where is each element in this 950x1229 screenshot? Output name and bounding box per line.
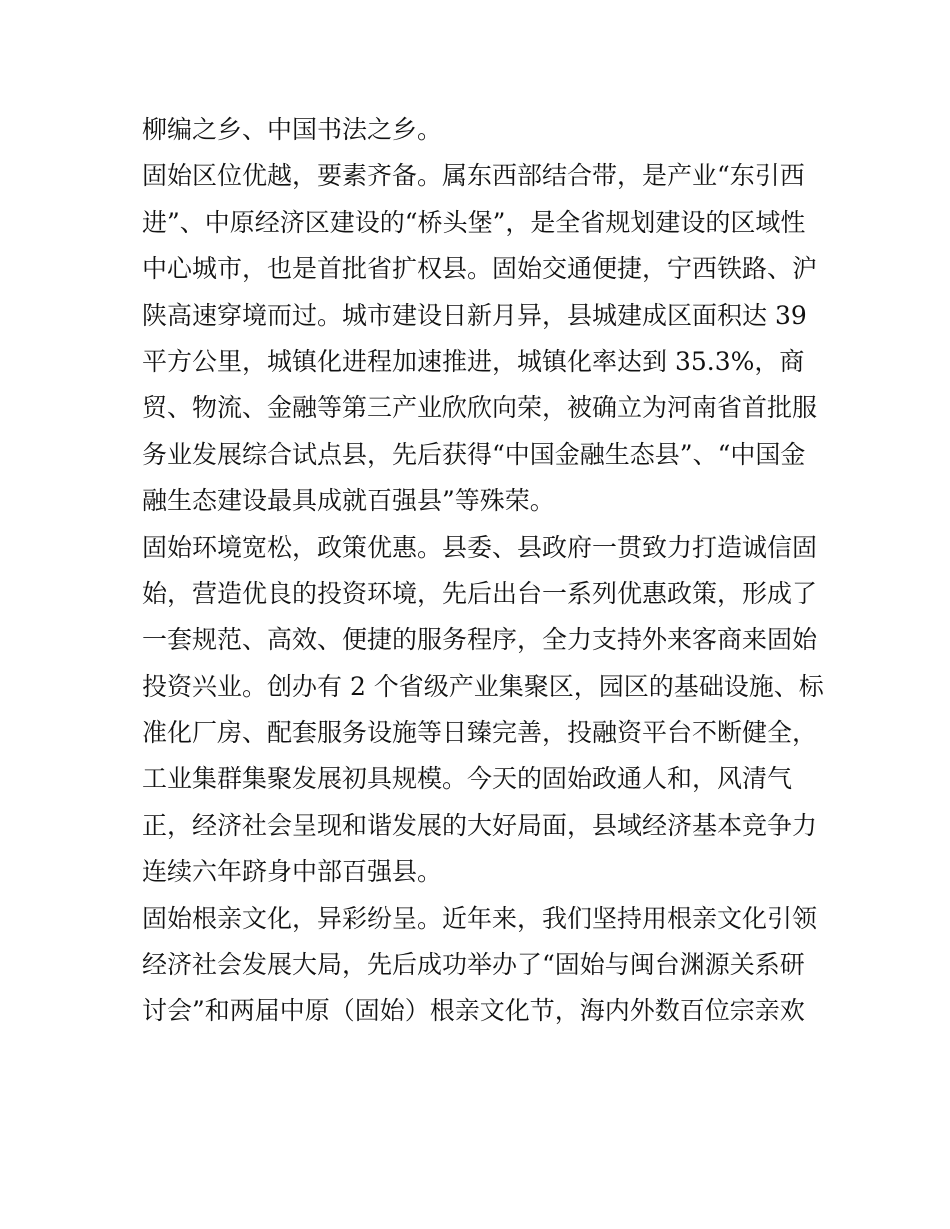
text-line: 准化厂房、配套服务设施等日臻完善，投融资平台不断健全，	[142, 718, 818, 748]
text-line: 务业发展综合试点县，先后获得“中国金融生态县”、“中国金	[142, 439, 806, 469]
text-line: 正，经济社会呈现和谐发展的大好局面，县域经济基本竞争力	[142, 810, 818, 840]
text-line: 固始环境宽松，政策优惠。县委、县政府一贯致力打造诚信固	[142, 532, 818, 562]
document-body	[142, 107, 824, 1035]
text-line: 进”、中原经济区建设的“桥头堡”，是全省规划建设的区域性	[142, 207, 806, 237]
text-line: 平方公里，城镇化进程加速推进，城镇化率达到 35.3%，商	[142, 346, 805, 376]
text-line: 工业集群集聚发展初具规模。今天的固始政通人和，风清气	[142, 764, 793, 794]
text-line: 固始区位优越，要素齐备。属东西部结合带，是产业“东引西	[142, 161, 805, 191]
text-line: 连续六年跻身中部百强县。	[142, 857, 443, 887]
text-line: 贸、物流、金融等第三产业欣欣向荣，被确立为河南省首批服	[142, 393, 818, 423]
text-line: 陕高速穿境而过。城市建设日新月异，县城建成区面积达 39	[142, 300, 807, 330]
text-line: 中心城市，也是首批省扩权县。固始交通便捷，宁西铁路、沪	[142, 254, 818, 284]
text-line: 经济社会发展大局，先后成功举办了“固始与闽台渊源关系研	[142, 950, 805, 980]
text-line: 融生态建设最具成就百强县”等殊荣。	[142, 486, 555, 516]
text-line: 柳编之乡、中国书法之乡。	[142, 115, 443, 144]
text-line: 投资兴业。创办有 2 个省级产业集聚区，园区的基础设施、标	[142, 671, 824, 701]
text-line: 固始根亲文化，异彩纷呈。近年来，我们坚持用根亲文化引领	[142, 903, 818, 933]
text-line: 一套规范、高效、便捷的服务程序，全力支持外来客商来固始	[142, 625, 818, 655]
text-line: 讨会”和两届中原（固始）根亲文化节，海内外数百位宗亲欢	[142, 996, 805, 1026]
text-line: 始，营造优良的投资环境，先后出台一系列优惠政策，形成了	[142, 578, 818, 608]
